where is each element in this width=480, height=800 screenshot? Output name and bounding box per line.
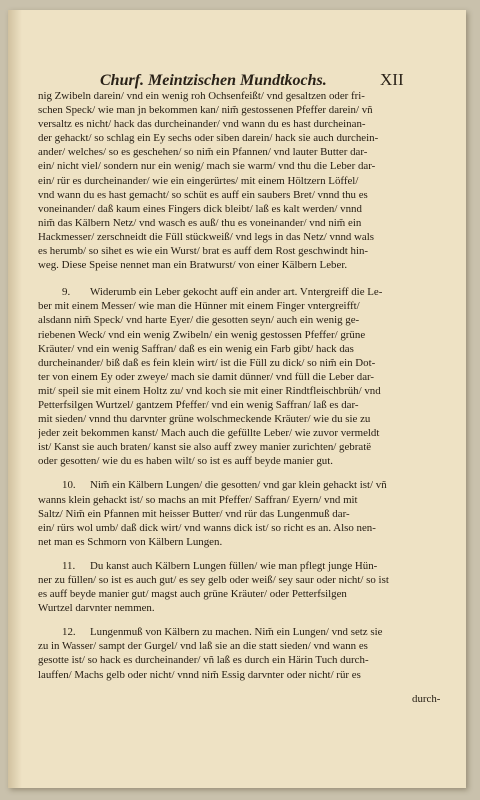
- text-line: versaltz es nicht/ hack das durcheinander/ vnd wann du es hast durcheinan-: [38, 118, 366, 131]
- text-line: der gehackt/ so schlag ein Ey sechs oder siben darein/ hack sie auch durchein-: [38, 132, 379, 145]
- text-line: oder gesotten/ wie du es haben wilt/ so ist es auff beyde manier gut.: [38, 455, 333, 468]
- text-line: Wurtzel darvnter nemmen.: [38, 602, 155, 615]
- text-line: nim̃ das Kälbern Netz/ vnd wasch es auß/ thu es voneinander/ vnd nim̃ ein: [38, 216, 362, 229]
- catchword: durch-: [412, 693, 441, 705]
- text-line: ter von einem Ey oder zweye/ mach sie damit dünner/ vnd füll die Leber dar-: [38, 370, 375, 383]
- text-line: wanns klein gehackt ist/ so machs an mit Pfeffer/ Saffran/ Eyern/ vnd mit: [38, 493, 358, 506]
- paragraph: [38, 625, 454, 681]
- text-line: ander/ welches/ so es geschehen/ so nim̃ ein Pfannen/ vnd lauter Butter dar-: [38, 146, 368, 159]
- paragraph: [38, 478, 454, 548]
- text-line: [38, 625, 454, 639]
- text-line: ist/ Kanst sie auch braten/ kanst sie also auff zwey manier zurichten/ gebratë: [38, 441, 372, 454]
- text-line: [38, 559, 454, 573]
- text-line: ner zu füllen/ so ist es auch gut/ es sey gelb oder weiß/ sey saur oder nicht/ so ist: [38, 574, 389, 586]
- text-line: es auff beyde manier gut/ magst auch grüne Kräuter/ oder Petterfsilgen: [38, 588, 347, 601]
- line-text: Widerumb ein Leber gekocht auff ein ander art. Vntergreiff die Le-: [90, 286, 383, 299]
- text-line: es herumb/ so sihet es wie ein Wurst/ brat es auff dem Rost geschwindt hin-: [38, 245, 369, 258]
- line-text: Lungenmuß von Kälbern zu machen. Nim̃ ein Lungen/ vnd setz sie: [90, 626, 383, 639]
- paragraph-number: 9.: [62, 286, 71, 299]
- text-line: riebenen Weck/ vnd ein wenig Zwibeln/ ein wenig gestossen Pfeffer/ grüne: [38, 328, 366, 341]
- text-line: lauffen/ Machs gelb oder nicht/ vnnd nim̃ Essig darvnter oder nicht/ rür es: [38, 668, 361, 681]
- paragraph: [38, 285, 454, 468]
- line-text: Du kanst auch Kälbern Lungen füllen/ wie man pflegt junge Hün-: [90, 559, 378, 572]
- paragraph-number: 11.: [62, 559, 76, 572]
- text-line: zu in Wasser/ sampt der Gurgel/ vnd laß sie an die statt sieden/ vnd wann es: [38, 640, 368, 653]
- text-line: Petterfsilgen Wurtzel/ gantzem Pfeffer/ vnd ein wenig Saffran/ laß es dar-: [38, 398, 359, 411]
- folio-number: XII: [380, 70, 404, 89]
- text-line: ein/ nicht viel/ sondern nur ein wenig/ mach sie warm/ vnd thu die Leber dar-: [38, 160, 376, 173]
- text-line: [38, 478, 454, 492]
- text-line: net man es Schmorn von Kälbern Lungen.: [38, 535, 223, 548]
- paragraph: [38, 89, 454, 272]
- text-line: Kräuter/ vnd ein wenig Saffran/ daß es ein wenig ein Farb gibt/ hack das: [38, 342, 354, 355]
- book-page: [8, 10, 466, 788]
- line-text: Nim̃ ein Kälbern Lungen/ die gesotten/ vnd gar klein gehackt ist/ vñ: [90, 479, 387, 492]
- text-line: ein/ rür es durcheinander/ wie ein eingerürtes/ mit einem Höltzern Löffel/: [38, 174, 359, 187]
- text-line: mit sieden/ vnnd thu darvnter grüne wolschmeckende Kräuter/ wie du sie zu: [38, 413, 371, 426]
- text-line: Saltz/ Nim̃ ein Pfannen mit heisser Butter/ vnd rür das Lungenmuß dar-: [38, 507, 350, 520]
- paragraph-number: 10.: [62, 479, 76, 492]
- paragraph: [38, 559, 454, 615]
- text-line: voneinander/ daß kaum eines Fingers dick bleibt/ laß es kalt werden/ vnnd: [38, 202, 362, 215]
- text-line: alsdann nim̃ Speck/ vnd harte Eyer/ die gesotten seyn/ auch ein wenig ge-: [38, 314, 360, 327]
- text-line: ein/ rürs wol umb/ daß dick wirt/ vnd wanns dick ist/ so richt es an. Also nen-: [38, 521, 376, 534]
- text-line: schen Speck/ wie man jn bekommen kan/ nim̃ gestossenen Pfeffer darein/ vñ: [38, 104, 373, 117]
- text-block: [38, 89, 454, 692]
- text-line: ber mit einem Messer/ wie man die Hünner mit einem Finger vntergreifft/: [38, 300, 360, 313]
- text-line: nig Zwibeln darein/ vnd ein wenig roh Ochsenfeißt/ vnd gesaltzen oder fri-: [38, 90, 365, 102]
- text-line: Hackmesser/ zerschneidt die Füll stückweiß/ vnd legs in das Netz/ vnnd wals: [38, 230, 375, 243]
- paragraph-number: 12.: [62, 626, 76, 639]
- text-line: weg. Diese Speise nennet man ein Bratwurst/ von einer Kälbern Leber.: [38, 259, 348, 272]
- text-line: jeder zeit bekommen kanst/ Mach auch die gefüllte Leber/ wie zuvor vermeldt: [38, 427, 380, 440]
- running-title: Churf. Meintzischen Mundtkochs.: [100, 72, 327, 89]
- text-line: durcheinander/ biß daß es fein klein wirt/ ist die Füll zu dick/ so nim̃ ein Dot-: [38, 356, 376, 369]
- text-line: [38, 285, 454, 299]
- text-line: mit/ speil sie mit einem Holtz zu/ vnd koch sie mit einer Rindtfleischbrüh/ vnd: [38, 384, 381, 397]
- text-line: gesotte ist/ so hack es durcheinander/ vñ laß es durch ein Härin Tuch durch-: [38, 654, 369, 667]
- text-line: vnd wann du es hast gemacht/ so schüt es auff ein saubers Bret/ vnnd thu es: [38, 188, 368, 201]
